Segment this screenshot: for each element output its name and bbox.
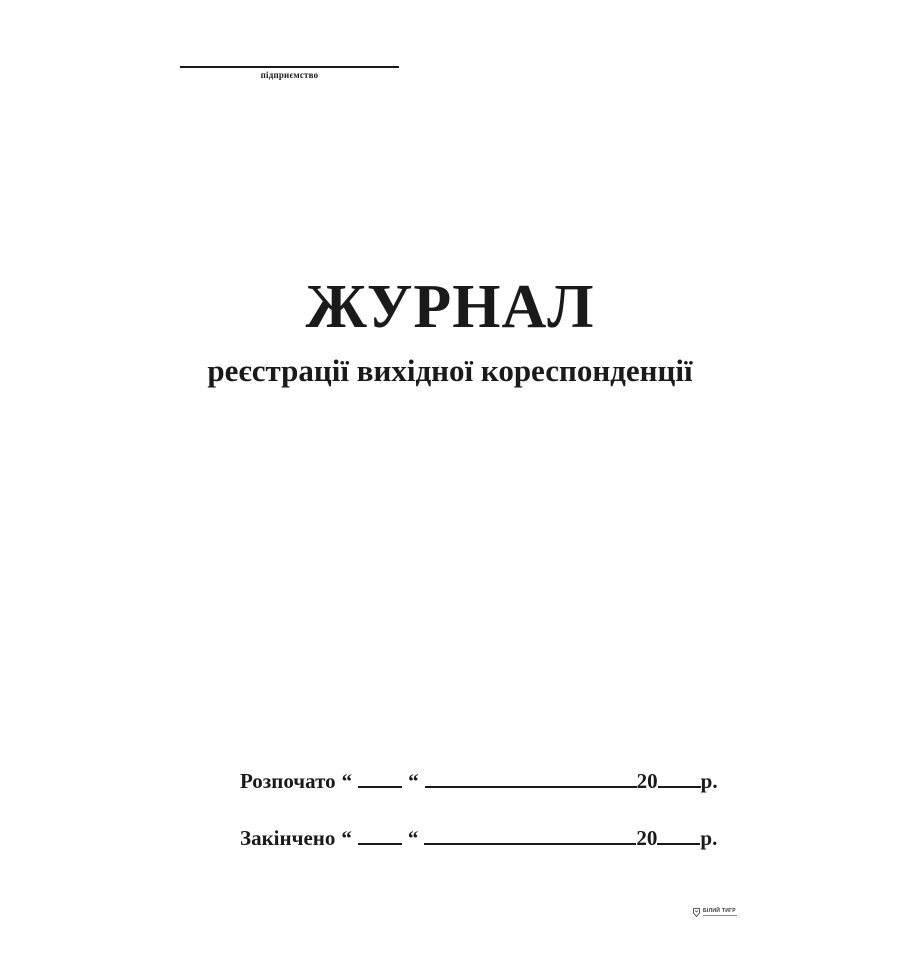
end-month-blank bbox=[424, 827, 636, 845]
end-year-suffix: р. bbox=[700, 826, 718, 850]
start-open-quote: “ bbox=[341, 769, 353, 793]
end-year-blank bbox=[657, 827, 700, 845]
start-date-row bbox=[240, 770, 718, 792]
organization-caption: підприємство bbox=[260, 70, 319, 80]
end-date-label: Закінчено bbox=[240, 826, 336, 850]
end-day-blank bbox=[358, 827, 402, 845]
start-day-blank bbox=[358, 770, 402, 788]
start-year-suffix: р. bbox=[700, 769, 718, 793]
end-century: 20 bbox=[636, 826, 658, 850]
end-open-quote: “ bbox=[341, 826, 352, 850]
journal-subtitle: реєстрації вихідної кореспонденції bbox=[207, 353, 693, 388]
start-year-blank bbox=[658, 770, 701, 788]
publisher-logo bbox=[693, 908, 737, 917]
end-close-quote: “ bbox=[407, 826, 419, 850]
start-century: 20 bbox=[636, 769, 658, 793]
publisher-name: БІЛИЙ ТИГР bbox=[703, 908, 736, 914]
start-month-blank bbox=[425, 770, 637, 788]
end-date-row bbox=[240, 827, 717, 849]
start-close-quote: “ bbox=[408, 769, 419, 793]
start-date-label: Розпочато bbox=[240, 769, 336, 793]
organization-field bbox=[180, 66, 399, 80]
publisher-rule bbox=[703, 915, 737, 916]
journal-title: ЖУРНАЛ bbox=[305, 273, 595, 341]
organization-line bbox=[180, 66, 399, 68]
tiger-shield-icon bbox=[693, 908, 700, 917]
